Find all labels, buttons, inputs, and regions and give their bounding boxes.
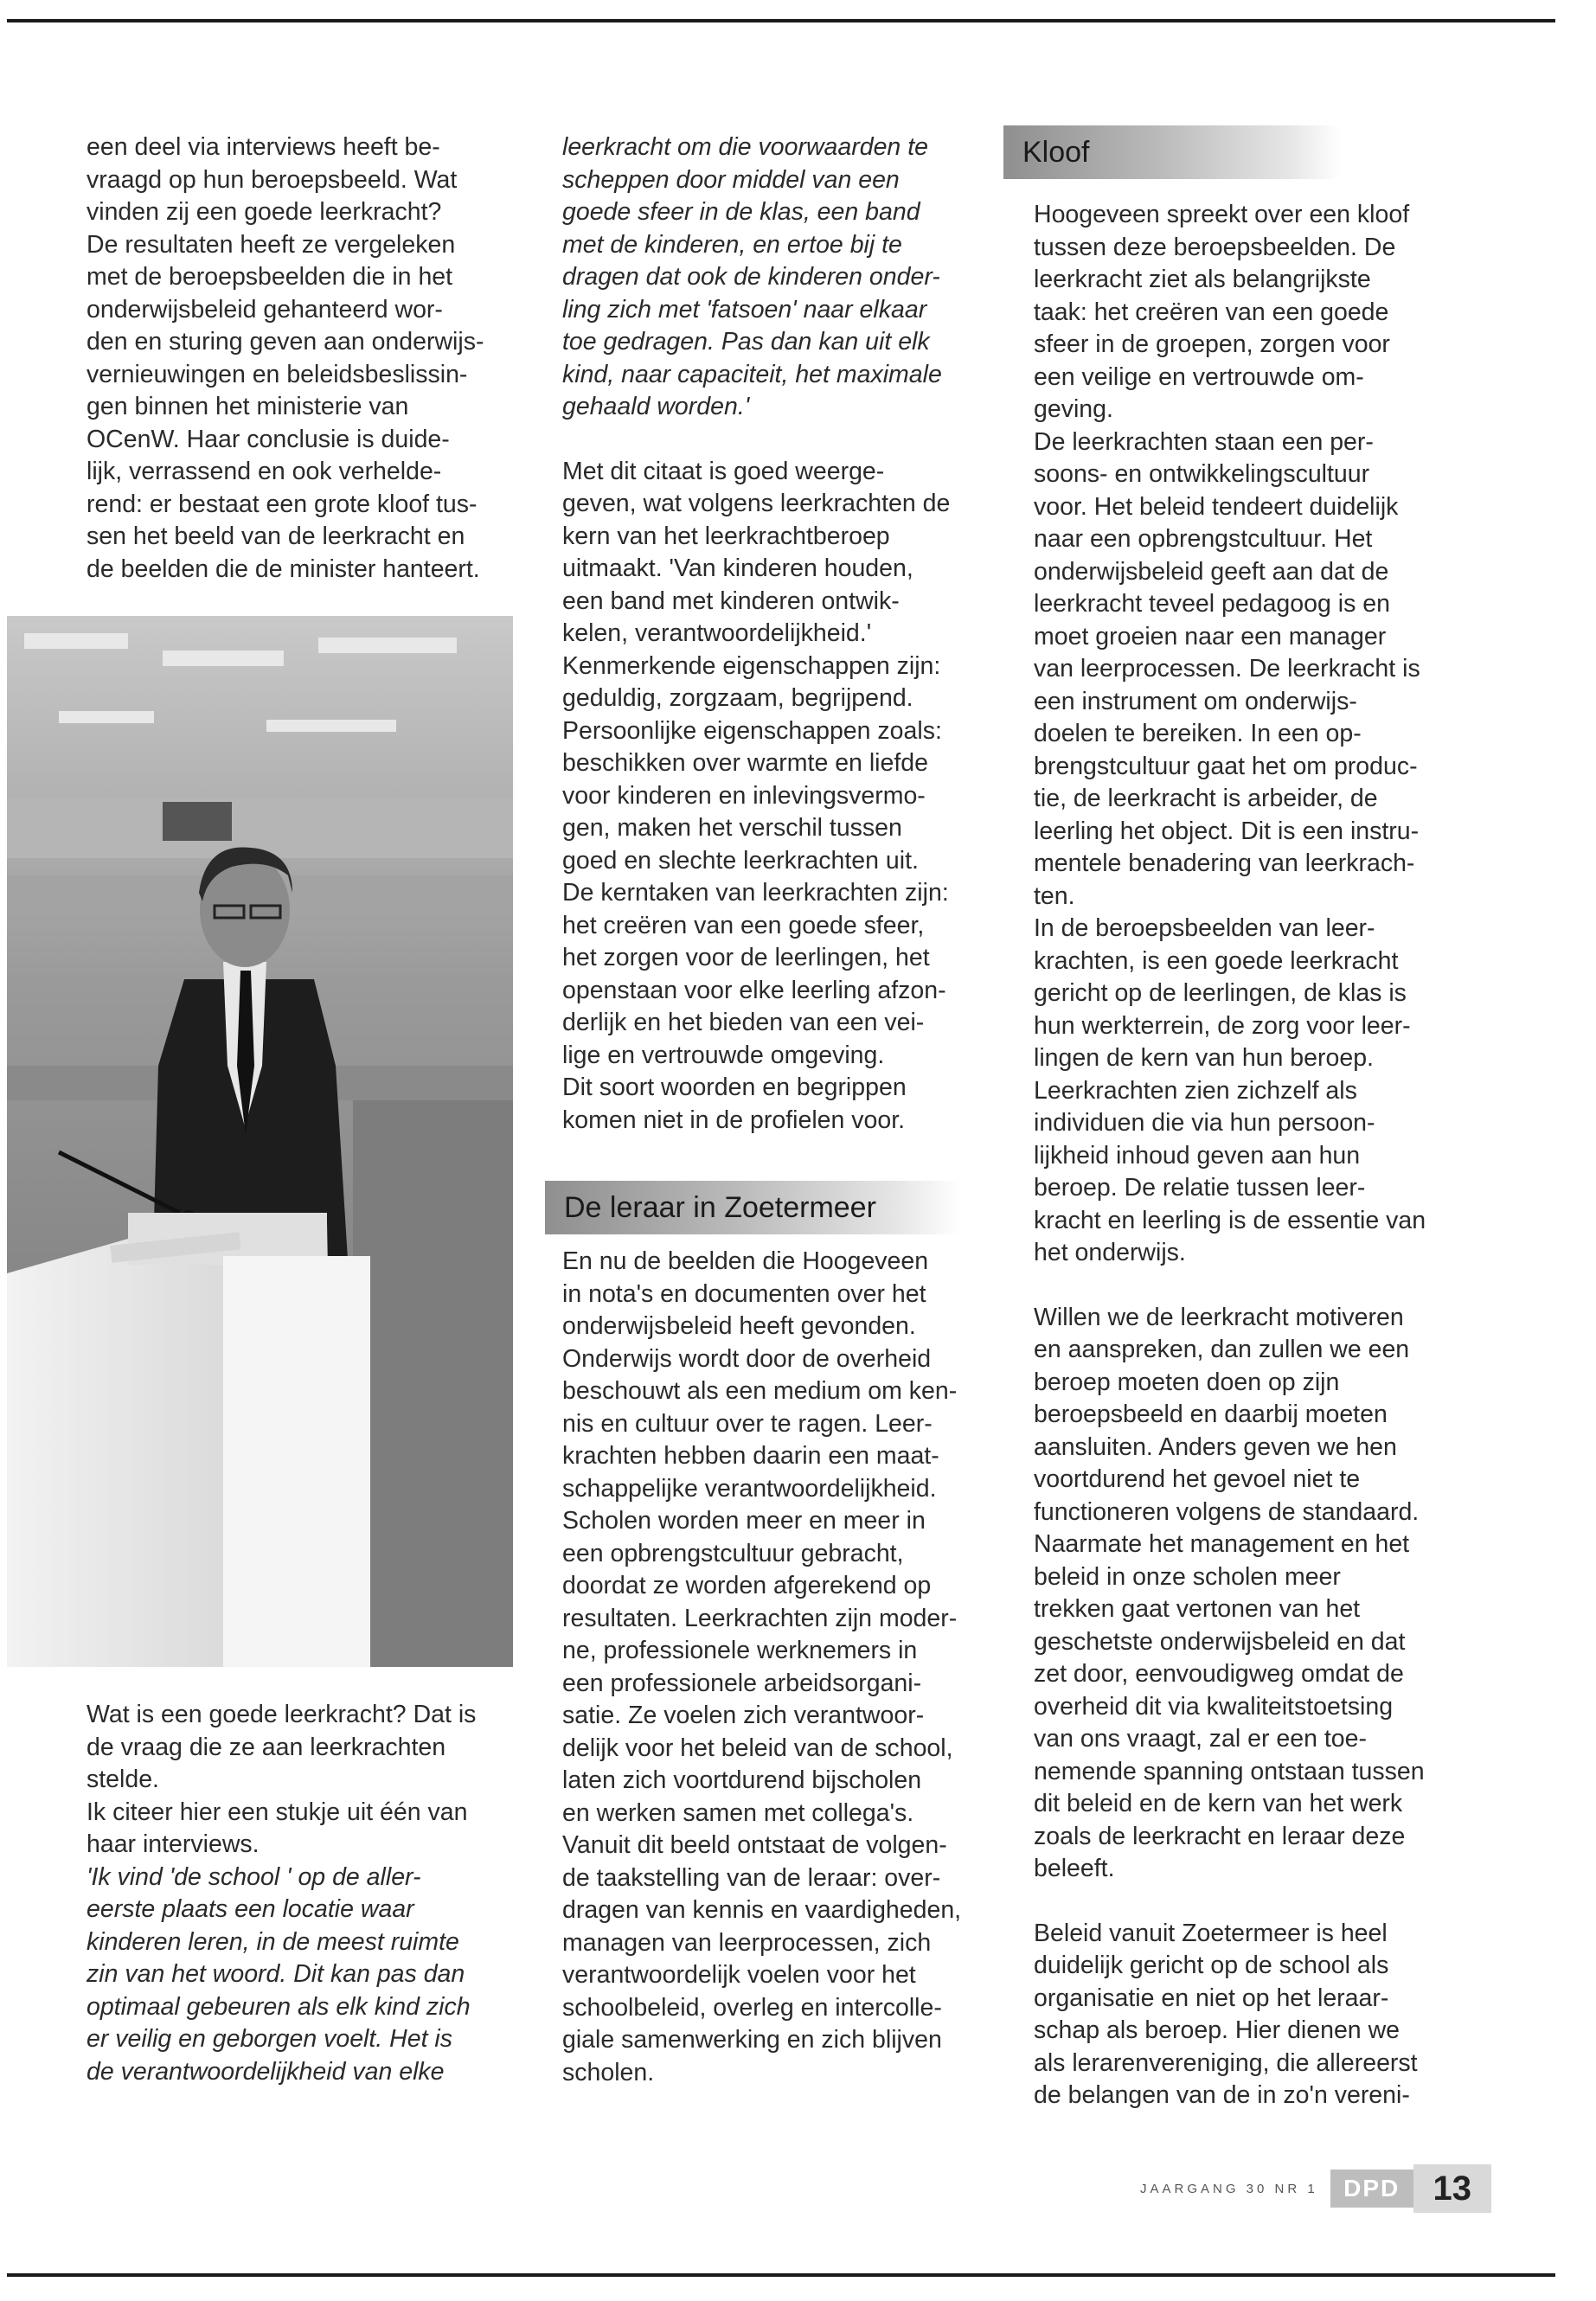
column-3-paragraph-1-line: leerkracht ziet als belangrijkste: [1034, 266, 1371, 293]
top-rule: [7, 19, 1555, 22]
column-1-bottom-quote-line: de verantwoordelijkheid van elke: [87, 2057, 445, 2086]
column-2-quote-line: goede sfeer in de klas, een band: [562, 198, 920, 226]
issue-label: JAARGANG 30 NR 1: [1140, 2181, 1318, 2196]
column-1-top-line: de beelden die de minister hanteert.: [87, 554, 480, 583]
column-3-paragraph-2-line: beroepsbeeld en daarbij moeten: [1034, 1400, 1388, 1428]
column-2-zoetermeer-line: resultaten. Leerkrachten zijn moder-: [562, 1604, 958, 1632]
column-2-paragraph: [562, 456, 995, 1138]
column-2-paragraph-line: Kenmerkende eigenschappen zijn:: [562, 651, 941, 680]
column-3-paragraph-1-line: individuen die via hun persoon-: [1034, 1109, 1375, 1137]
column-2-paragraph-line: een band met kinderen ontwik-: [562, 586, 900, 615]
column-3-paragraph-1-line: leerkracht teveel pedagoog is en: [1034, 590, 1390, 618]
column-1-bottom-quote-line: kinderen leren, in de meest ruimte: [87, 1927, 459, 1956]
column-3-paragraph-1-line: soons- en ontwikkelingscultuur: [1034, 460, 1370, 488]
column-3-paragraph-1-line: In de beroepsbeelden van leer-: [1034, 914, 1375, 942]
column-3-paragraph-1-line: hun werkterrein, de zorg voor leer-: [1034, 1011, 1411, 1040]
column-2-zoetermeer-line: een professionele arbeidsorgani-: [562, 1669, 922, 1697]
column-3-paragraph-1-line: gericht op de leerlingen, de klas is: [1034, 979, 1407, 1007]
page-number: 13: [1413, 2164, 1491, 2213]
column-3-paragraph-1-line: sfeer in de groepen, zorgen voor: [1034, 330, 1390, 358]
column-2-zoetermeer-line: giale samenwerking en zich blijven: [562, 2026, 942, 2054]
column-1-top-line: vinden zij een goede leerkracht?: [87, 198, 442, 226]
magazine-logo: DPD: [1330, 2170, 1413, 2208]
column-3-paragraph-1-line: mentele benadering van leerkrach-: [1034, 849, 1415, 877]
column-2-quote-line: toe gedragen. Pas dan kan uit elk: [562, 328, 930, 356]
column-3-paragraph-1-line: het onderwijs.: [1034, 1239, 1186, 1266]
column-2-paragraph-line: Met dit citaat is goed weerge-: [562, 457, 885, 485]
column-1-bottom-plain-line: haar interviews.: [87, 1830, 260, 1858]
column-3-paragraph-1-line: kracht en leerling is de essentie van: [1034, 1206, 1426, 1234]
column-3-paragraph-3-line: schap als beroep. Hier dienen we: [1034, 2016, 1401, 2044]
column-3-paragraph-2-line: aansluiten. Anders geven we hen: [1034, 1433, 1397, 1461]
column-2-paragraph-line: lige en vertrouwde omgeving.: [562, 1041, 885, 1069]
column-3-paragraph-1: [1034, 199, 1466, 1270]
column-3-paragraph-3-line: de belangen van de in zo'n vereni-: [1034, 2081, 1410, 2109]
column-2-zoetermeer-line: in nota's en documenten over het: [562, 1279, 926, 1308]
column-2-paragraph-line: openstaan voor elke leerling afzon-: [562, 976, 946, 1004]
column-1-top-line: lijk, verrassend en ook verhelde-: [87, 458, 442, 485]
column-3-paragraph-1-line: Leerkrachten zien zichzelf als: [1034, 1076, 1357, 1105]
column-2-zoetermeer-line: en werken samen met collega's.: [562, 1798, 914, 1827]
column-2-paragraph-line: De kerntaken van leerkrachten zijn:: [562, 879, 949, 907]
column-2-quote-line: gehaald worden.': [562, 393, 750, 420]
column-3-paragraph-2-line: van ons vraagt, zal er een toe-: [1034, 1725, 1367, 1753]
column-1-bottom-quote-line: eerste plaats een locatie waar: [87, 1895, 414, 1923]
column-3-paragraph-1-line: naar een opbrengstcultuur. Het: [1034, 525, 1373, 553]
column-3-paragraph-3: [1034, 1918, 1466, 2112]
column-3-paragraph-2-line: nemende spanning ontstaan tussen: [1034, 1757, 1425, 1785]
column-2-paragraph-line: uitmaakt. 'Van kinderen houden,: [562, 554, 913, 582]
column-3-paragraph-2-line: trekken gaat vertonen van het: [1034, 1595, 1361, 1623]
column-3-paragraph-2-line: dit beleid en de kern van het werk: [1034, 1790, 1403, 1817]
column-2-zoetermeer-text: [562, 1246, 995, 2089]
column-3-paragraph-1-line: moet groeien naar een manager: [1034, 622, 1387, 651]
column-3-paragraph-2-line: voortdurend het gevoel niet te: [1034, 1465, 1361, 1493]
column-2-zoetermeer-line: managen van leerprocessen, zich: [562, 1928, 932, 1957]
column-2-zoetermeer-line: nis en cultuur over te ragen. Leer-: [562, 1409, 933, 1438]
column-3-paragraph-1-line: ten.: [1034, 881, 1075, 910]
column-3-paragraph-1-line: geving.: [1034, 395, 1113, 423]
column-2-paragraph-line: Persoonlijke eigenschappen zoals:: [562, 716, 942, 745]
column-3-paragraph-2-line: beleeft.: [1034, 1855, 1115, 1882]
column-1-top-line: onderwijsbeleid gehanteerd wor-: [87, 295, 443, 324]
column-2-quote: [562, 131, 995, 424]
column-3-paragraph-1-line: lijkheid inhoud geven aan hun: [1034, 1141, 1361, 1170]
column-2-zoetermeer-line: satie. Ze voelen zich verantwoor-: [562, 1702, 925, 1729]
column-3-paragraph-3-line: als lerarenvereniging, die allereerst: [1034, 2048, 1418, 2077]
column-3-paragraph-3-line: organisatie en niet op het leraar-: [1034, 1984, 1389, 2012]
column-2-paragraph-line: het zorgen voor de leerlingen, het: [562, 944, 930, 971]
column-3-paragraph-2-line: en aanspreken, dan zullen we een: [1034, 1336, 1410, 1363]
column-1-bottom-plain-line: de vraag die ze aan leerkrachten: [87, 1733, 446, 1761]
column-1-bottom-plain-line: stelde.: [87, 1766, 159, 1793]
column-3-paragraph-1-line: leerling het object. Dit is een instru-: [1034, 817, 1420, 845]
column-2-paragraph-line: kelen, verantwoordelijkheid.': [562, 619, 872, 647]
column-3-paragraph-1-line: taak: het creëren van een goede: [1034, 298, 1389, 326]
column-3-paragraph-1-line: lingen de kern van hun beroep.: [1034, 1044, 1374, 1072]
column-1-top-line: met de beroepsbeelden die in het: [87, 263, 453, 291]
column-1-top-line: vernieuwingen en beleidsbeslissin-: [87, 360, 468, 388]
column-2-paragraph-line: Dit soort woorden en begrippen: [562, 1074, 907, 1101]
column-1-bottom-plain: [87, 1699, 523, 1862]
column-2-zoetermeer-line: de taakstelling van de leraar: over-: [562, 1863, 941, 1892]
column-3-paragraph-1-line: doelen te bereiken. In een op-: [1034, 720, 1362, 747]
column-2-paragraph-line: het creëren van een goede sfeer,: [562, 911, 925, 939]
column-3-paragraph-1-line: een veilige en vertrouwde om-: [1034, 362, 1364, 391]
column-1-top-text: [87, 131, 523, 586]
column-1-top-line: gen binnen het ministerie van: [87, 393, 409, 420]
column-2-zoetermeer-line: verantwoordelijk voelen voor het: [562, 1961, 916, 1989]
column-3-paragraph-2-line: Willen we de leerkracht motiveren: [1034, 1303, 1404, 1331]
column-2-zoetermeer-line: En nu de beelden die Hoogeveen: [562, 1247, 929, 1275]
column-2-zoetermeer-line: onderwijsbeleid heeft gevonden.: [562, 1312, 916, 1340]
column-3-paragraph-2-line: functioneren volgens de standaard.: [1034, 1497, 1420, 1526]
column-2-zoetermeer-line: schappelijke verantwoordelijkheid.: [562, 1474, 937, 1503]
column-3-paragraph-3-line: duidelijk gericht op de school als: [1034, 1952, 1389, 1979]
column-1-bottom-text: [87, 1699, 523, 2088]
column-3-paragraph-1-line: voor. Het beleid tendeert duidelijk: [1034, 492, 1399, 521]
column-1-bottom-quote: [87, 1862, 523, 2089]
column-2-zoetermeer-line: ne, professionele werknemers in: [562, 1637, 918, 1664]
column-1-top-line: den en sturing geven aan onderwijs-: [87, 328, 484, 356]
column-3-paragraph-1-line: krachten, is een goede leerkracht: [1034, 946, 1399, 975]
column-2-quote-line: kind, naar capaciteit, het maximale: [562, 360, 942, 388]
column-2-paragraph-line: komen niet in de profielen voor.: [562, 1106, 906, 1134]
column-3-text: [1034, 199, 1466, 2112]
column-1-top-line: rend: er bestaat een grote kloof tus-: [87, 490, 478, 518]
column-3-paragraph-2-line: overheid dit via kwaliteitstoetsing: [1034, 1692, 1394, 1721]
column-2-zoetermeer-line: delijk voor het beleid van de school,: [562, 1734, 953, 1762]
column-2-zoetermeer-line: doordat ze worden afgerekend op: [562, 1572, 932, 1599]
column-1-top-line: De resultaten heeft ze vergeleken: [87, 230, 456, 259]
column-2-paragraph-line: kern van het leerkrachtberoep: [562, 522, 890, 550]
column-2-paragraph-line: goed en slechte leerkrachten uit.: [562, 846, 919, 875]
column-3-paragraph-3-line: Beleid vanuit Zoetermeer is heel: [1034, 1919, 1388, 1947]
column-3-paragraph-1-line: tussen deze beroepsbeelden. De: [1034, 233, 1396, 261]
column-2-paragraph-line: gen, maken het verschil tussen: [562, 814, 902, 842]
column-3-paragraph-1-line: Hoogeveen spreekt over een kloof: [1034, 201, 1410, 228]
column-2-quote-line: dragen dat ook de kinderen onder-: [562, 263, 940, 291]
column-3-paragraph-1-line: tie, de leerkracht is arbeider, de: [1034, 785, 1378, 812]
column-2-zoetermeer-line: een opbrengstcultuur gebracht,: [562, 1539, 904, 1567]
heading-kloof-text: Kloof: [1022, 135, 1090, 169]
column-1-top-line: sen het beeld van de leerkracht en: [87, 522, 465, 550]
bottom-rule: [7, 2273, 1555, 2277]
speaker-photo: [7, 616, 513, 1667]
column-3-paragraph-1-line: brengstcultuur gaat het om produc-: [1034, 752, 1418, 780]
speaker-photo-illustration: [7, 616, 513, 1667]
column-3-paragraph-2-line: beroep moeten doen op zijn: [1034, 1368, 1340, 1396]
column-1-bottom-quote-line: zin van het woord. Dit kan pas dan: [87, 1960, 465, 1988]
column-1-bottom-quote-line: 'Ik vind 'de school ' op de aller-: [87, 1862, 421, 1891]
column-1-bottom-plain-line: Ik citeer hier een stukje uit één van: [87, 1798, 468, 1826]
column-2-quote-line: met de kinderen, en ertoe bij te: [562, 230, 902, 259]
column-2-zoetermeer-line: krachten hebben daarin een maat-: [562, 1442, 939, 1470]
column-3-paragraph-1-line: een instrument om onderwijs-: [1034, 687, 1357, 715]
column-2-zoetermeer-line: scholen.: [562, 2058, 655, 2086]
column-2-paragraph-line: beschikken over warmte en liefde: [562, 749, 928, 777]
column-3-paragraph-1-line: van leerprocessen. De leerkracht is: [1034, 655, 1420, 683]
column-1-bottom-plain-line: Wat is een goede leerkracht? Dat is: [87, 1701, 477, 1728]
column-1-top-line: een deel via interviews heeft be-: [87, 133, 440, 161]
column-1-bottom-quote-line: optimaal gebeuren als elk kind zich: [87, 1992, 471, 2021]
column-2-paragraph-line: derlijk en het bieden van een vei-: [562, 1009, 925, 1036]
column-2-zoetermeer-line: dragen van kennis en vaardigheden,: [562, 1896, 962, 1924]
column-2-zoetermeer-line: Onderwijs wordt door de overheid: [562, 1344, 932, 1373]
column-3-paragraph-2-line: beleid in onze scholen meer: [1034, 1562, 1341, 1591]
column-2-zoetermeer-line: laten zich voortdurend bijscholen: [562, 1766, 922, 1794]
column-3-paragraph-1-line: onderwijsbeleid geeft aan dat de: [1034, 557, 1389, 586]
column-3-paragraph-1-line: De leerkrachten staan een per-: [1034, 427, 1374, 456]
column-2-zoetermeer-line: Vanuit dit beeld ontstaat de volgen-: [562, 1831, 947, 1859]
section-heading-zoetermeer: [545, 1181, 960, 1234]
column-2-zoetermeer-line: schoolbeleid, overleg en intercolle-: [562, 1993, 942, 2022]
column-3-paragraph-2: [1034, 1302, 1466, 1886]
column-2-paragraph-line: geven, wat volgens leerkrachten de: [562, 490, 951, 517]
column-3-paragraph-1-line: beroep. De relatie tussen leer-: [1034, 1174, 1366, 1202]
column-2-paragraph-line: geduldig, zorgzaam, begrijpend.: [562, 684, 913, 712]
page-footer: [1140, 2163, 1491, 2214]
section-heading-kloof: [1003, 125, 1341, 179]
column-2-quote-line: ling zich met 'fatsoen' naar elkaar: [562, 295, 927, 324]
column-2-zoetermeer-line: beschouwt als een medium om ken-: [562, 1377, 958, 1405]
column-2-top-text: [562, 131, 995, 1137]
column-1-top-line: vraagd op hun beroepsbeeld. Wat: [87, 165, 458, 194]
column-1-top-line: OCenW. Haar conclusie is duide-: [87, 425, 450, 453]
column-3-paragraph-2-line: Naarmate het management en het: [1034, 1530, 1410, 1558]
heading-zoetermeer-text: De leraar in Zoetermeer: [564, 1190, 876, 1224]
column-2-quote-line: leerkracht om die voorwaarden te: [562, 133, 928, 161]
column-3-paragraph-2-line: geschetste onderwijsbeleid en dat: [1034, 1627, 1406, 1656]
column-3-paragraph-2-line: zet door, eenvoudigweg omdat de: [1034, 1660, 1404, 1688]
column-2-paragraph-line: voor kinderen en inlevingsvermo-: [562, 781, 926, 810]
column-2-quote-line: scheppen door middel van een: [562, 165, 900, 194]
column-3-paragraph-2-line: zoals de leerkracht en leraar deze: [1034, 1822, 1406, 1850]
column-1-bottom-quote-line: er veilig en geborgen voelt. Het is: [87, 2025, 452, 2053]
column-2-zoetermeer-line: Scholen worden meer en meer in: [562, 1507, 926, 1535]
